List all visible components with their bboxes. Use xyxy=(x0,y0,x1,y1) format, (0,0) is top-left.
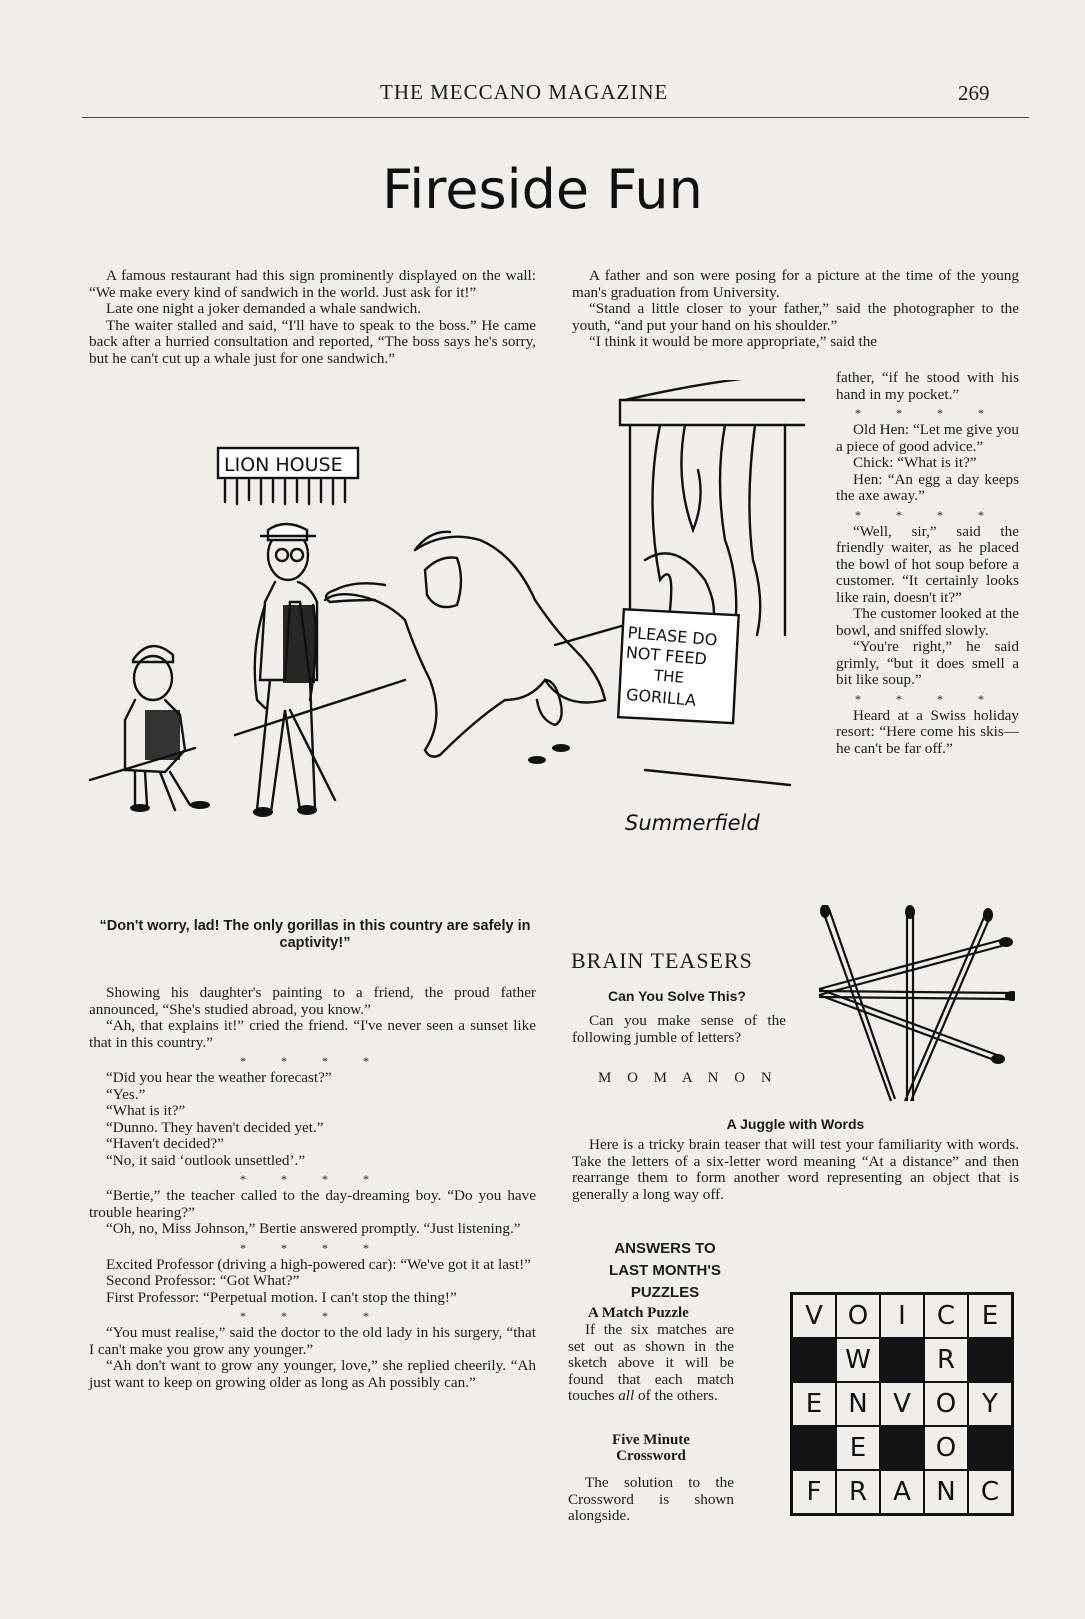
letter-jumble: M O M A N O N xyxy=(598,1070,778,1086)
crossword-letter: O xyxy=(836,1294,880,1338)
page-title: Fireside Fun xyxy=(382,158,703,221)
paragraph: Chick: “What is it?” xyxy=(853,454,977,471)
text: of the others. xyxy=(634,1387,718,1404)
paragraph: “Did you hear the weather forecast?” xyxy=(106,1069,332,1086)
artist-signature: Summerfield xyxy=(625,811,760,835)
emphasis: all xyxy=(618,1387,635,1404)
paragraph: A famous restaurant had this sign prominently displayed on the wall: “We make every kind of sandwich in the world. Just ask for it!” xyxy=(89,267,536,301)
paragraph: father, “if he stood with his hand in my pocket.” xyxy=(836,369,1019,403)
right-narrow-column xyxy=(836,370,1019,757)
juggle-text xyxy=(572,1137,1019,1203)
crossword-letter: V xyxy=(792,1294,836,1338)
crossword-letter: V xyxy=(880,1382,924,1426)
paragraph: “I think it would be more appropriate,” said the xyxy=(589,333,878,350)
paragraph: The customer looked at the bowl, and sniffed slowly. xyxy=(836,605,1019,639)
paragraph: Showing his daughter's painting to a friend, the proud father announced, “She's studied abroad, you know.” xyxy=(89,984,536,1018)
separator-stars: * * * * xyxy=(240,1172,385,1186)
crossword-letter: R xyxy=(836,1470,880,1514)
crossword-letter: N xyxy=(924,1470,968,1514)
crossword-black-square xyxy=(792,1426,836,1470)
match-puzzle-heading: A Match Puzzle xyxy=(588,1305,689,1321)
separator-stars: * * * * xyxy=(240,1054,385,1068)
paragraph: “What is it?” xyxy=(106,1102,186,1119)
crossword-letter: F xyxy=(792,1470,836,1514)
paragraph xyxy=(568,1322,734,1405)
crossword-text xyxy=(568,1475,734,1525)
paragraph: Old Hen: “Let me give you a piece of good advice.” xyxy=(836,421,1019,455)
crossword-black-square xyxy=(792,1338,836,1382)
paragraph: “You must realise,” said the doctor to the old lady in his surgery, “that I can't make you grow any younger.” xyxy=(89,1324,536,1358)
crossword-black-square xyxy=(880,1426,924,1470)
answers-heading xyxy=(572,1238,758,1304)
crossword-letter: E xyxy=(836,1426,880,1470)
left-story-restaurant xyxy=(89,268,536,367)
crossword-letter: E xyxy=(968,1294,1012,1338)
gorilla-sign-line-3: THE xyxy=(653,666,685,687)
crossword-heading xyxy=(568,1432,734,1464)
crossword-black-square xyxy=(880,1338,924,1382)
crossword-letter: C xyxy=(924,1294,968,1338)
match-puzzle-text xyxy=(568,1322,734,1405)
brain-teasers-heading: BRAIN TEASERS xyxy=(571,948,753,973)
crossword-black-square xyxy=(968,1426,1012,1470)
paragraph: Excited Professor (driving a high-powered car): “We've got it at last!” xyxy=(106,1255,531,1273)
separator-stars: * * * * xyxy=(855,507,1000,522)
paragraph: “No, it said ‘outlook unsettled’.” xyxy=(106,1151,306,1169)
paragraph: The solution to the Crossword is shown alongside. xyxy=(568,1474,734,1524)
crossword-letter: R xyxy=(924,1338,968,1382)
answers-heading-line: ANSWERS TO xyxy=(614,1240,716,1257)
separator-stars: * * * * xyxy=(240,1309,385,1323)
matches-sketch xyxy=(815,905,1015,1115)
paragraph: Heard at a Swiss holiday resort: “Here come his skis—he can't be far off.” xyxy=(836,706,1019,757)
crossword-letter: I xyxy=(880,1294,924,1338)
cartoon-caption: “Don't worry, lad! The only gorillas in this country are safely in captivity!” xyxy=(99,918,531,951)
answers-heading-line: PUZZLES xyxy=(630,1284,700,1301)
page-number: 269 xyxy=(958,81,990,105)
crossword-grid xyxy=(790,1292,1014,1516)
paragraph: “Well, sir,” said the friendly waiter, as he placed the bowl of hot soup before a customer. “It certainly looks like rain, doesn't it?” xyxy=(836,522,1019,606)
right-story-graduation xyxy=(572,268,1019,351)
paragraph: First Professor: “Perpetual motion. I can't stop the thing!” xyxy=(106,1288,457,1306)
crossword-letter: A xyxy=(880,1470,924,1514)
crossword-letter: Y xyxy=(968,1382,1012,1426)
text: If the six matches are set out as shown in the sketch above it will be found that each match touches xyxy=(568,1321,734,1404)
crossword-letter: O xyxy=(924,1426,968,1470)
lion-house-sign: LION HOUSE xyxy=(224,454,343,476)
separator-stars: * * * * xyxy=(855,406,1000,420)
separator-stars: * * * * xyxy=(855,691,1000,706)
crossword-letter: N xyxy=(836,1382,880,1426)
crossword-black-square xyxy=(968,1338,1012,1382)
paragraph: Second Professor: “Got What?” xyxy=(106,1272,300,1289)
gorilla-cartoon xyxy=(85,380,805,850)
paragraph: Hen: “An egg a day keeps the axe away.” xyxy=(836,470,1019,504)
gorilla-sign-line-1: PLEASE DO xyxy=(626,622,719,650)
crossword-letter: E xyxy=(792,1382,836,1426)
paragraph: “Ah, that explains it!” cried the friend. “I've never seen a sunset like that in this country.” xyxy=(89,1017,536,1051)
header-rule xyxy=(82,117,1029,118)
crossword-letter: O xyxy=(924,1382,968,1426)
paragraph: “Bertie,” the teacher called to the day-dreaming boy. “Do you have trouble hearing?” xyxy=(89,1187,536,1221)
magazine-name: THE MECCANO MAGAZINE xyxy=(380,80,669,104)
crossword-heading-line: Five Minute xyxy=(612,1432,690,1448)
solve-heading: Can You Solve This? xyxy=(608,988,746,1004)
paragraph: A father and son were posing for a picture at the time of the young man's graduation from University. xyxy=(572,267,1019,301)
paragraph: “Haven't decided?” xyxy=(106,1135,224,1152)
paragraph: “Ah don't want to grow any younger, love,” she replied cheerily. “Ah just want to keep on growing older as long as Ah possibly can.” xyxy=(89,1357,536,1391)
gorilla-sign-line-2: NOT FEED xyxy=(625,642,708,669)
paragraph: Late one night a joker demanded a whale sandwich. xyxy=(106,300,422,317)
left-column-lower xyxy=(89,985,536,1391)
paragraph: The waiter stalled and said, “I'll have to speak to the boss.” He came back after a hurried consultation and reported, “The boss says he's sorry, but he can't cut up a whale just for one sandwich.” xyxy=(89,316,536,367)
crossword-letter: C xyxy=(968,1470,1012,1514)
paragraph: “You're right,” he said grimly, “but it does smell a bit like soup.” xyxy=(836,638,1019,688)
separator-stars: * * * * xyxy=(240,1240,385,1255)
crossword-heading-line: Crossword xyxy=(616,1448,686,1464)
gorilla-sign-line-4: GORILLA xyxy=(625,684,697,710)
paragraph: “Dunno. They haven't decided yet.” xyxy=(106,1118,324,1136)
paragraph: Here is a tricky brain teaser that will test your familiarity with words. Take the letters of a six-letter word meaning “At a distance” and then rearrange them to form another word representing an object that is generally a long way off. xyxy=(572,1136,1019,1203)
paragraph: Can you make sense of the following jumble of letters? xyxy=(572,1012,786,1046)
paragraph: “Oh, no, Miss Johnson,” Bertie answered promptly. “Just listening.” xyxy=(106,1220,521,1237)
juggle-heading: A Juggle with Words xyxy=(726,1116,865,1132)
paragraph: “Stand a little closer to your father,” said the photographer to the youth, “and put your hand on his shoulder.” xyxy=(572,300,1019,334)
paragraph: “Yes.” xyxy=(106,1085,146,1103)
solve-text xyxy=(572,1013,786,1046)
answers-heading-line: LAST MONTH'S xyxy=(609,1262,721,1279)
crossword-letter: W xyxy=(836,1338,880,1382)
